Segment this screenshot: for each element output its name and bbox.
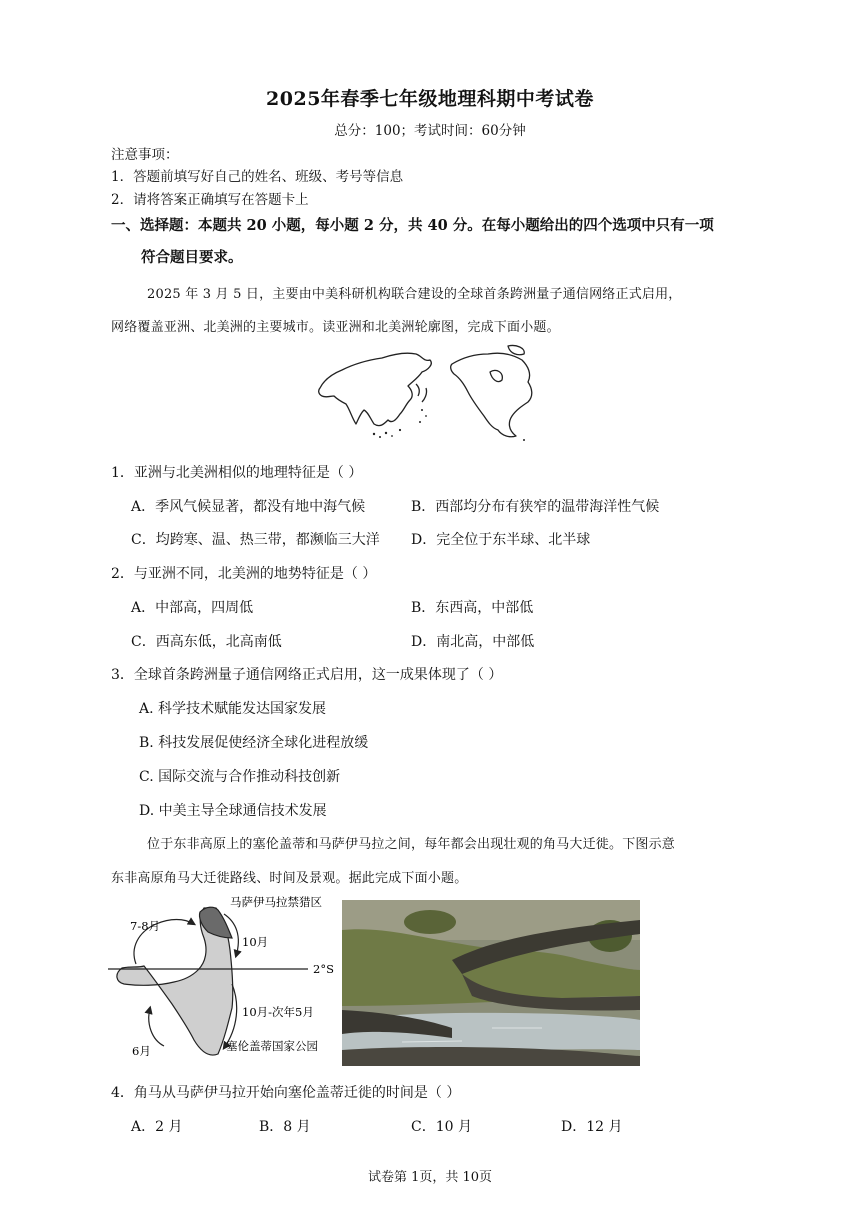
question-1-stem: 1．亚洲与北美洲相似的地理特征是（ ） xyxy=(111,465,363,481)
question-4-stem: 4．角马从马萨伊马拉开始向塞伦盖蒂迁徙的时间是（ ） xyxy=(111,1085,461,1101)
question-2-option-a: A．中部高，四周低 xyxy=(131,600,254,616)
note-item-1: 1．答题前填写好自己的姓名、班级、考号等信息 xyxy=(111,169,404,185)
question-3-option-b: B. 科技发展促使经济全球化进程放缓 xyxy=(139,735,369,751)
passage-2-line-2: 东非高原角马大迁徙路线、时间及景观。据此完成下面小题。 xyxy=(111,871,468,886)
question-4-option-b: B．8 月 xyxy=(259,1119,311,1135)
question-4-option-a: A．2 月 xyxy=(131,1119,183,1135)
latitude-label: 2°S xyxy=(313,962,334,976)
question-3-stem: 3．全球首条跨洲量子通信网络正式启用，这一成果体现了（ ） xyxy=(111,667,503,683)
question-1-option-c: C．均跨寒、温、热三带，都濒临三大洋 xyxy=(131,532,380,548)
month-7-8-label: 7-8月 xyxy=(130,919,161,933)
section-heading-continued: 符合题目要求。 xyxy=(141,249,243,266)
month-range-label: 10月-次年5月 xyxy=(242,1005,314,1019)
question-4-option-c: C．10 月 xyxy=(411,1119,472,1135)
question-3-option-d: D. 中美主导全球通信技术发展 xyxy=(139,803,327,819)
question-2-option-c: C．西高东低，北高南低 xyxy=(131,634,282,650)
question-1-option-a: A．季风气候显著，都没有地中海气候 xyxy=(131,499,366,515)
wildebeest-crossing-photo xyxy=(342,900,640,1066)
month-6-label: 6月 xyxy=(132,1044,151,1058)
exam-info: 总分：100；考试时间：60分钟 xyxy=(334,123,526,139)
question-1-option-b: B．西部均分布有狭窄的温带海洋性气候 xyxy=(411,499,660,515)
question-2-stem: 2．与亚洲不同，北美洲的地势特征是（ ） xyxy=(111,566,377,582)
asia-north-america-outline-map xyxy=(312,344,544,444)
notes-heading: 注意事项： xyxy=(111,147,179,163)
migration-route-map xyxy=(108,894,340,1066)
question-4-option-d: D．12 月 xyxy=(561,1119,623,1135)
question-2-option-d: D．南北高，中部低 xyxy=(411,634,535,650)
question-3-option-c: C. 国际交流与合作推动科技创新 xyxy=(139,769,341,785)
question-3-option-a: A. 科学技术赋能发达国家发展 xyxy=(139,701,327,717)
passage-1-line-2: 网络覆盖亚洲、北美洲的主要城市。读亚洲和北美洲轮廓图，完成下面小题。 xyxy=(111,320,560,335)
masai-mara-label: 马萨伊马拉禁猎区 xyxy=(230,895,322,909)
passage-2-line-1: 位于东非高原上的塞伦盖蒂和马萨伊马拉之间，每年都会出现壮观的角马大迁徙。下图示意 xyxy=(147,837,676,852)
question-2-option-b: B．东西高，中部低 xyxy=(411,600,534,616)
page-footer: 试卷第 1页，共 10页 xyxy=(367,1170,493,1185)
page-title: 2025年春季七年级地理科期中考试卷 xyxy=(266,88,594,110)
note-item-2: 2．请将答案正确填写在答题卡上 xyxy=(111,192,309,208)
month-10-label: 10月 xyxy=(242,935,269,949)
passage-1-line-1: 2025 年 3 月 5 日，主要由中美科研机构联合建设的全球首条跨洲量子通信网络正式启用， xyxy=(147,287,682,302)
section-heading: 一、选择题：本题共 20 小题，每小题 2 分，共 40 分。在每小题给出的四个选项中只有一项 xyxy=(111,217,714,234)
serengeti-park-label: 塞伦盖蒂国家公园 xyxy=(226,1039,318,1053)
question-1-option-d: D．完全位于东半球、北半球 xyxy=(411,532,591,548)
